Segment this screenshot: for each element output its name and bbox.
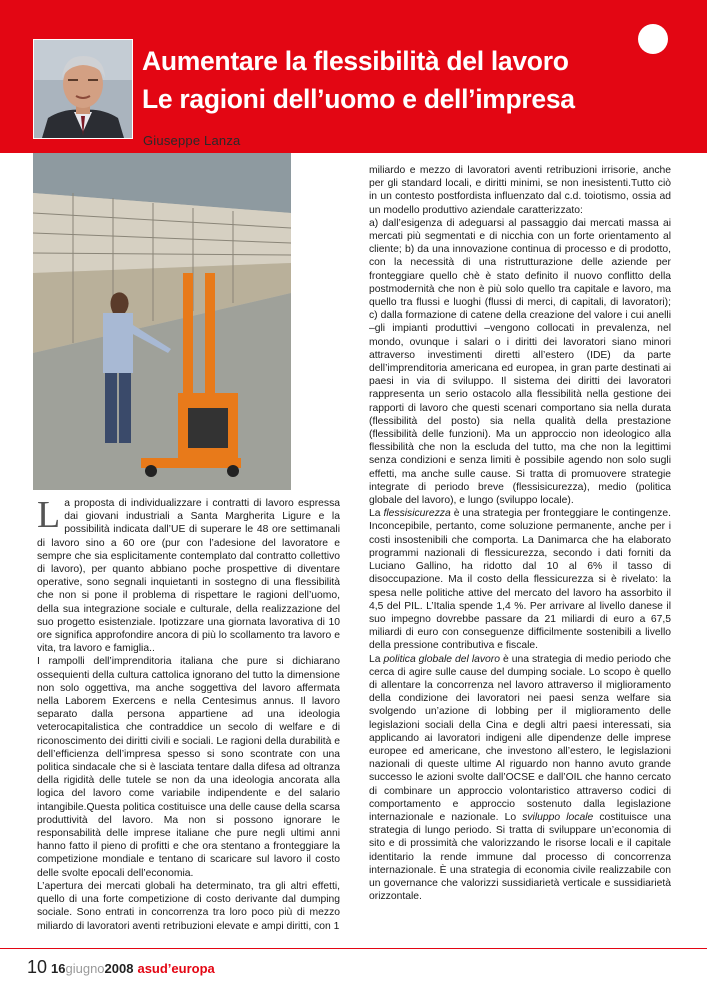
drop-cap: L [37, 494, 61, 536]
paragraph: a) dall’esigenza di adeguarsi al passaggio dai mercati massa ai mercati più segmentati e di nicchia con un forte orientamento al cliente; b) da una innovazione continua di processo e di prodotto, con la necessità di una ristrutturazione delle aziende per fronteggiare quello chè è stato definito il nuovo conflitto della postmodernità che non è più solo quello tra capitale e lavoro, ma quello tra flussi e luoghi (flussi di merci, di capitali, di lavoratori); c) dalla formazione di catene della creazione del valore i cui anelli –gli impianti produttivi –vengono collocati in prevalenza, nel mondo, ovunque i salari o i diritti dei lavoratori siano minori attraverso investimenti diretti all’estero (IDE) da parte dell’imprenditoria americana ed europea, in gran parte destinati ai paesi in via di sviluppo. Il sistema dei diritti dei lavoratori rappresenta un serio ostacolo alla flessibilità nella gestione dei rapporti di lavoro che questi scenari comportano sia nella durata (flessibilità del posto) sia nella qualità della prestazione (flessibilità delle funzioni). Ma un approccio non ideologico alla flessibilità che non la escluda del tutto, ma che non la legittimi senza condizioni e senza limiti è possibile agendo non solo sugli effetti, ma anche sulle cause. Si tratta di promuovere strategie integrate di periodo breve (flessisicurezza), medio (politica globale del lavoro), e lungo (sviluppo locale). [369, 217, 671, 507]
author-photo [33, 39, 133, 139]
issue-month: giugno [65, 961, 105, 976]
emphasis-term: sviluppo locale [522, 811, 594, 823]
title-line-2: Le ragioni dell’uomo e dell’impresa [142, 84, 575, 114]
paragraph [369, 507, 671, 652]
paragraph: I rampolli dell’imprenditoria italiana che pure si dichiarano ossequienti della cultura cattolica ignorano del tutto la dimensione non solo oggettiva, ma anche soggettiva del lavoro affermata nella Laborem Exercens e nella Centesimus annus. Il lavoro separato dalla persona appartiene ad una ideologia veterocapitalistica che contraddice un secolo di welfare e di riconoscimento dei diritti civili e sociali. Le ragioni della durabilità e dell’efficienza dell’impresa spesso si sono scontrate con una politica sindacale che si è lasciata tentare dalla difesa ad oltranza della rigidità delle tutele se non da una ideologia ancorata alla logica del lavoro come variabile indipendente e del salario intangibile.Questa politica costituisce una delle cause della scarsa produttività del lavoro. Ma non si possono ignorare le responsabilità delle imprese italiane che pure negli ultimi anni hanno fatto il pieno di profitti e che ora stentano a fronteggiare la competizione mondiale e tentano di scaricare sul lavoro il costo delle svolte epocali dell’economia. [37, 656, 340, 879]
paragraph: L’apertura dei mercati globali ha determinato, tra gli altri effetti, quello di una forte competizione di costo derivante dal dumping sociale. Sono entrati in concorrenza tra loro poco più di mezzo miliardo di lavoratori aventi retribuzioni elevate e ampi diritti, con 1 [37, 880, 340, 932]
emphasis-term: flessisicurezza [383, 508, 451, 520]
page-footer [27, 955, 215, 981]
title-line-1: Aumentare la flessibilità del lavoro [142, 46, 569, 76]
paragraph-text: a proposta di individualizzare i contratti di lavoro espressa dai giovani industriali a Santa Margherita Ligure e la possibilità indicata dall’UE di superare le 48 ore settimanali di lavoro sino a 60 ore (pur con l’adesione del lavoratore e sempre che sia esplicitamente contemplato dal contratto collettivo di lavoro), per quanto abbiano poche prospettive di diventare operative, sono segnali inquietanti in sostegno di una flessibilità che non si pone il problema di rispettare le ragioni dell’uomo, della sua integrazione sociale e culturale, della realizzazione del suo progetto esistenziale. Ipotizzare una giornata lavorativa di 10 ore significa approfondire ancora di più lo scollamento tra lavoro e vita, tra lavoro e famiglia.. [37, 498, 340, 655]
paragraph [369, 653, 671, 904]
issue-year: 2008 [104, 961, 134, 976]
text-run: La [369, 508, 384, 520]
warehouse-forklift-photo [33, 153, 291, 490]
paragraph: miliardo e mezzo di lavoratori aventi retribuzioni irrisorie, anche per gli standard locali, e diritti minimi, se non inesistenti.Tutto ciò in un contesto postfordista influenzato dal c.d. toiotismo, ossia ad un modello produttivo aziendale caratterizzato: [369, 165, 671, 216]
issue-day: 16 [51, 961, 66, 976]
text-run: costituisce una strategia di lungo periodo. Si tratta di sviluppare un’economia di sito e di prossimità che valorizzando le risorse locali e il capitale identitario la rende immune dal processo di concorrenza internazionale. È una strategia di economia civile realizzabile con un governance che valorizzi sussidiarietà verticale e sussidiarietà orizzontale. [369, 811, 671, 903]
footer-divider [0, 948, 707, 949]
left-column [37, 494, 340, 933]
emphasis-term: politica globale del lavoro [383, 653, 500, 665]
right-column [369, 164, 671, 903]
page-number: 10 [27, 957, 48, 977]
paragraph [37, 494, 340, 655]
magazine-brand: asud’europa [137, 961, 215, 976]
text-run: La [369, 653, 384, 665]
page-title [142, 42, 702, 118]
author-name: Giuseppe Lanza [143, 133, 241, 148]
text-run: è una strategia per fronteggiare le contingenze. Inconcepibile, pertanto, come soluzione permanente, anche per i costi insostenibili che comporta. La Danimarca che ha elaborato programmi nazionali di flessicurezza, secondo i dati forniti da Luciano Gallino, ha ridotto dal 10 al 6% il tasso di disoccupazione. Ma il costo della flessicurezza si è rivelato: la spesa nelle politiche attive del mercato del lavoro ha assorbito il 4,5 del PIL. L’Italia spende 1,4 %. Per arrivare al livello danese il suo impegno dovrebbe passare da 21 miliardi di euro a 67,5 miliardi di euro con conseguenze difficilmente sostenibili a livello della pressione contributiva e fiscale. [369, 508, 671, 652]
text-run: è una strategia di medio periodo che cerca di agire sulle cause del dumping sociale. Lo scopo è quello di allentare la concorrenza nel lavoro attraverso il miglioramento della condizione dei lavoratori nei paesi senza welfare sia svolgendo un’azione di lobbing per il miglioramento delle legislazioni sociali della Cina e degli altri paesi interessati, sia applicando ai lavoratori indigeni alle dipendenze delle imprese europee ed americane, che investono all’estero, le legislazioni nazionali di queste ultime Al riguardo non hanno avuto grande successo le azioni svolte dall’OCSE e dall’OIL che hanno cercato di combinare un approccio volontaristico attraverso codici di comportamento e approccio sostenuto dalla legislazione internazionale e nazionale. Lo [369, 653, 671, 823]
